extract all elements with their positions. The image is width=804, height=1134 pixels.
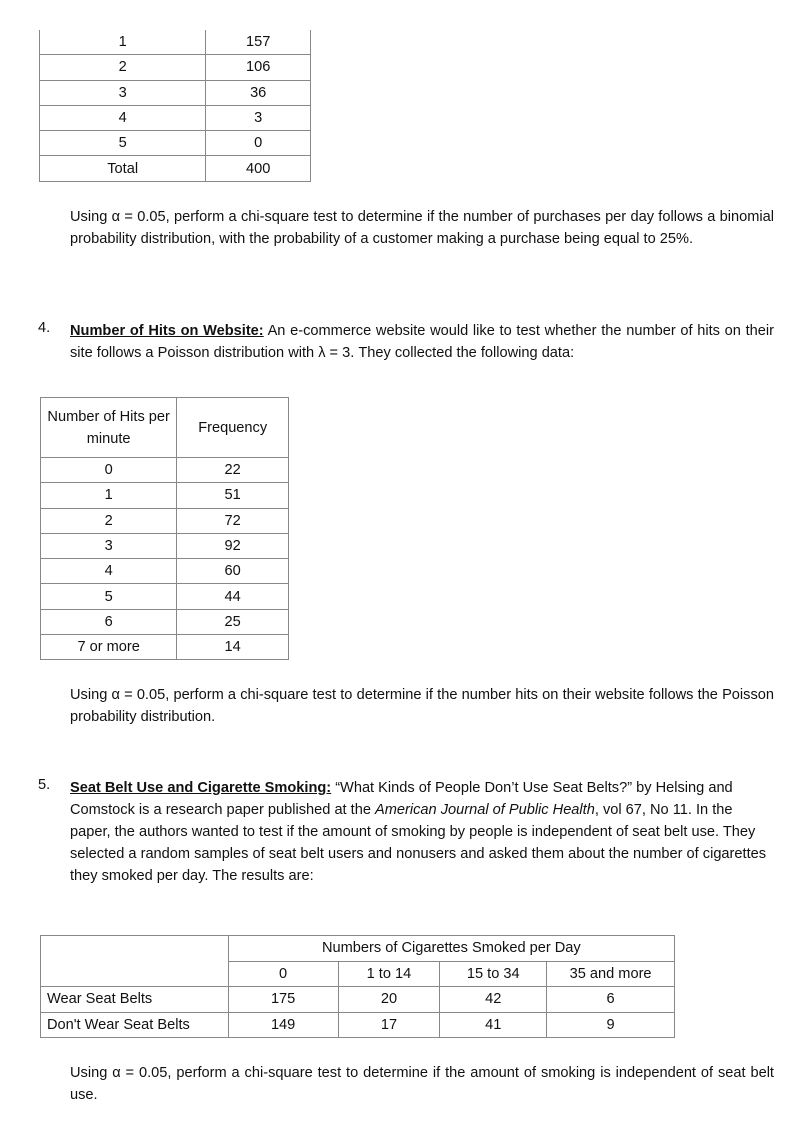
table-row — [40, 30, 311, 55]
count-cell: 175 — [228, 987, 338, 1013]
q5-body-2: , vol 67, No 11. In the paper, the authors wanted to test if the amount of smoking by people is independent of seat belt use. They selected a random samples of seat belt users and nonusers and asked them about the number of cigarettes they smoked per day. The results are: — [70, 802, 767, 884]
header-frequency: Frequency — [177, 398, 289, 458]
frequency-cell: 60 — [177, 559, 289, 584]
frequency-cell: 44 — [177, 584, 289, 609]
column-header: 35 and more — [547, 961, 675, 987]
frequency-cell: 92 — [177, 533, 289, 558]
hits-cell: 7 or more — [41, 635, 177, 660]
q5-title: Seat Belt Use and Cigarette Smoking: — [70, 780, 332, 796]
frequency-cell: 51 — [177, 483, 289, 508]
table-row — [41, 508, 289, 533]
q5-number: 5. — [38, 777, 51, 793]
purchases-cell: 4 — [40, 105, 206, 130]
header-hits: Number of Hits per minute — [41, 398, 177, 458]
hits-cell: 1 — [41, 483, 177, 508]
column-header: 15 to 34 — [440, 961, 547, 987]
table-row — [40, 105, 311, 130]
hits-cell: 5 — [41, 584, 177, 609]
frequency-cell: 157 — [206, 30, 311, 55]
purchases-table — [39, 30, 311, 182]
q4-instruction: Using α = 0.05, perform a chi-square test to determine if the number hits on their website follows the Poisson probability distribution. — [70, 687, 774, 726]
table-row — [41, 533, 289, 558]
hits-table — [40, 397, 289, 660]
hits-cell: 4 — [41, 559, 177, 584]
column-header: 0 — [228, 961, 338, 987]
hits-cell: 0 — [41, 458, 177, 483]
frequency-cell: 3 — [206, 105, 311, 130]
frequency-cell: 106 — [206, 55, 311, 80]
q5-body-1: “What Kinds of People Don’t Use Seat Belts?” by Helsing and Comstock is a research paper published at the — [70, 780, 733, 818]
column-header: 1 to 14 — [338, 961, 440, 987]
q4-number: 4. — [38, 320, 51, 336]
q4-title: Number of Hits on Website: — [70, 323, 264, 339]
frequency-cell: 22 — [177, 458, 289, 483]
frequency-cell: 0 — [206, 131, 311, 156]
table-row — [41, 987, 675, 1013]
row-label: Don't Wear Seat Belts — [41, 1012, 229, 1038]
count-cell: 17 — [338, 1012, 440, 1038]
purchases-cell: 5 — [40, 131, 206, 156]
table-row — [41, 609, 289, 634]
q4-text — [70, 320, 774, 365]
table-row — [41, 1012, 675, 1038]
count-cell: 9 — [547, 1012, 675, 1038]
table-row — [41, 483, 289, 508]
table-row — [41, 635, 289, 660]
table-row — [41, 458, 289, 483]
frequency-cell: 400 — [206, 156, 311, 181]
row-label: Wear Seat Belts — [41, 987, 229, 1013]
table-row — [40, 156, 311, 181]
purchases-cell: 2 — [40, 55, 206, 80]
seatbelt-table — [40, 935, 675, 1038]
q3-instruction: Using α = 0.05, perform a chi-square test to determine if the number of purchases per day follows a binomial probability distribution, with the probability of a customer making a purchase being equal to 25%. — [70, 209, 774, 248]
count-cell: 42 — [440, 987, 547, 1013]
q5-text — [70, 777, 774, 887]
journal-name: American Journal of Public Health — [375, 802, 595, 818]
count-cell: 6 — [547, 987, 675, 1013]
purchases-cell: 3 — [40, 80, 206, 105]
frequency-cell: 72 — [177, 508, 289, 533]
frequency-cell: 36 — [206, 80, 311, 105]
table-row — [40, 131, 311, 156]
count-cell: 149 — [228, 1012, 338, 1038]
hits-cell: 2 — [41, 508, 177, 533]
q4-body: An e-commerce website would like to test whether the number of hits on their site follows a Poisson distribution with λ = 3. They collected the following data: — [70, 323, 774, 362]
hits-cell: 3 — [41, 533, 177, 558]
table-row — [41, 559, 289, 584]
table-row — [40, 80, 311, 105]
frequency-cell: 14 — [177, 635, 289, 660]
table-row — [40, 55, 311, 80]
frequency-cell: 25 — [177, 609, 289, 634]
group-header: Numbers of Cigarettes Smoked per Day — [228, 936, 674, 962]
purchases-cell: 1 — [40, 30, 206, 55]
count-cell: 41 — [440, 1012, 547, 1038]
purchases-cell: Total — [40, 156, 206, 181]
q5-instruction: Using α = 0.05, perform a chi-square test to determine if the amount of smoking is independent of seat belt use. — [70, 1065, 774, 1104]
count-cell: 20 — [338, 987, 440, 1013]
empty-corner — [41, 936, 229, 987]
table-row — [41, 584, 289, 609]
hits-cell: 6 — [41, 609, 177, 634]
